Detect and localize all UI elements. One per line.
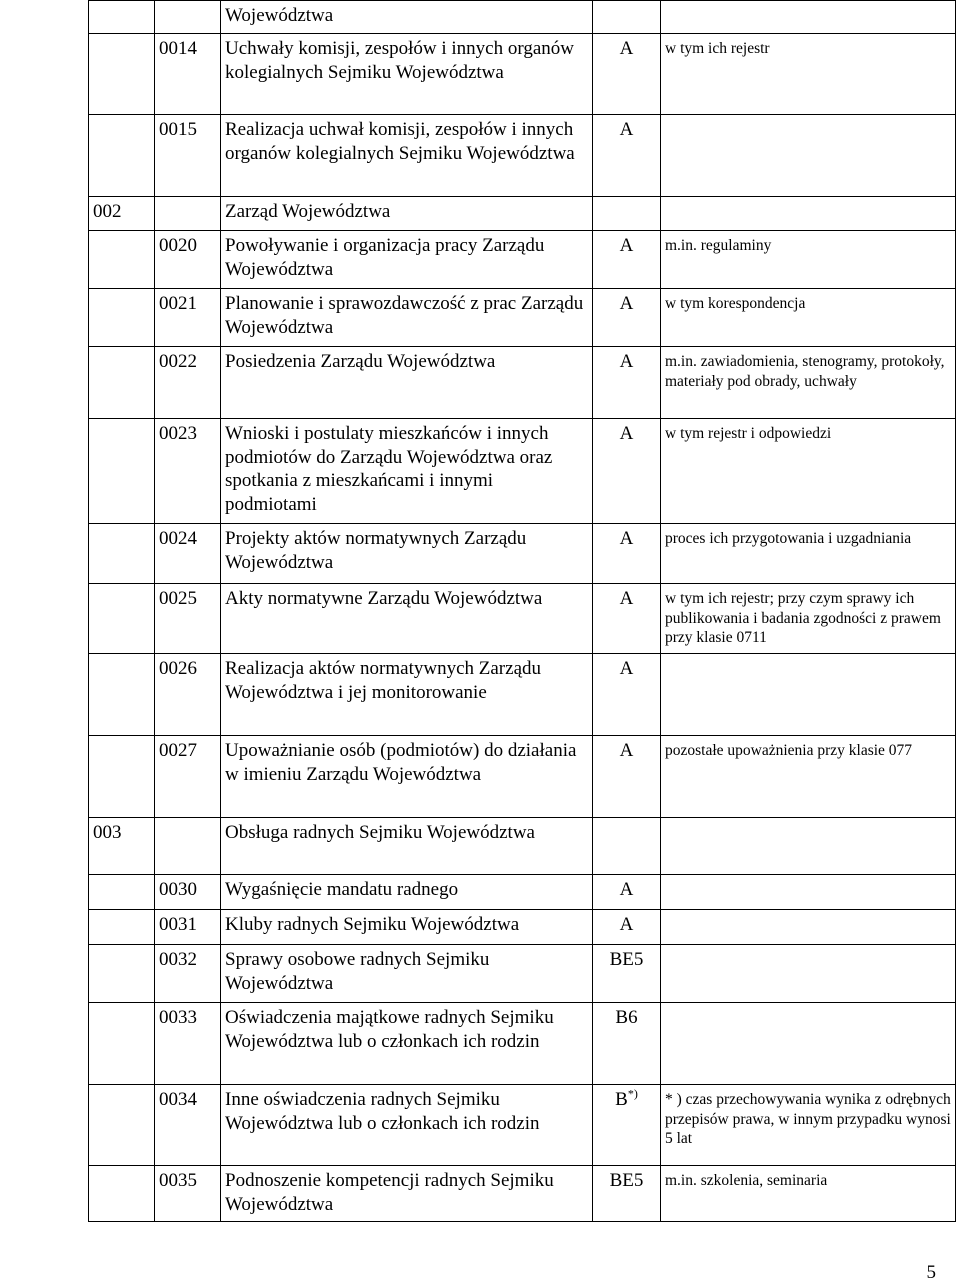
archive-category: BE5 [593,945,661,1003]
table-row [89,347,956,419]
table-row [89,419,956,524]
item-name: Akty normatywne Zarządu Województwa [221,584,593,654]
item-note [661,1003,956,1085]
table-row [89,115,956,197]
item-code: 0032 [155,945,221,1003]
item-name: Kluby radnych Sejmiku Województwa [221,910,593,945]
archive-category: A [593,875,661,910]
item-name: Województwa [221,1,593,34]
archive-category: A [593,654,661,736]
archive-category [593,1,661,34]
table-row [89,1003,956,1085]
item-name: Podnoszenie kompetencji radnych Sejmiku Województwa [221,1166,593,1222]
item-note [661,875,956,910]
group-code [89,584,155,654]
table-row [89,197,956,231]
item-code [155,197,221,231]
item-code: 0035 [155,1166,221,1222]
item-name: Oświadczenia majątkowe radnych Sejmiku Województwa lub o członkach ich rodzin [221,1003,593,1085]
archive-category: A [593,910,661,945]
archive-category-value: B [615,1089,628,1110]
item-name: Uchwały komisji, zespołów i innych organów kolegialnych Sejmiku Województwa [221,34,593,115]
table-row [89,736,956,818]
item-note: w tym ich rejestr [661,34,956,115]
table-row [89,524,956,584]
item-code: 0026 [155,654,221,736]
classification-table [88,0,956,1222]
archive-category: A [593,736,661,818]
group-code [89,1003,155,1085]
item-note [661,1,956,34]
item-name: Planowanie i sprawozdawczość z prac Zarządu Województwa [221,289,593,347]
table-row [89,1085,956,1166]
archive-category: A [593,289,661,347]
table-row [89,231,956,289]
group-code [89,34,155,115]
item-name: Projekty aktów normatywnych Zarządu Województwa [221,524,593,584]
item-name: Wnioski i postulaty mieszkańców i innych podmiotów do Zarządu Województwa oraz spotkania z mieszkańcami i innymi podmiotami [221,419,593,524]
item-note [661,910,956,945]
item-code: 0015 [155,115,221,197]
item-note: m.in. zawiadomienia, stenogramy, protokoły, materiały pod obrady, uchwały [661,347,956,419]
group-code [89,1,155,34]
item-note: w tym korespondencja [661,289,956,347]
item-note [661,115,956,197]
item-code: 0024 [155,524,221,584]
item-name: Upoważnianie osób (podmiotów) do działania w imieniu Zarządu Województwa [221,736,593,818]
page-number: 5 [926,1262,936,1283]
table-row [89,875,956,910]
item-name: Realizacja uchwał komisji, zespołów i innych organów kolegialnych Sejmiku Województwa [221,115,593,197]
item-note [661,945,956,1003]
item-note: w tym rejestr i odpowiedzi [661,419,956,524]
item-code [155,1,221,34]
table-row [89,289,956,347]
archive-category: A [593,231,661,289]
item-note: m.in. szkolenia, seminaria [661,1166,956,1222]
group-code [89,910,155,945]
table-row [89,818,956,875]
group-code [89,231,155,289]
item-code: 0014 [155,34,221,115]
group-code [89,1166,155,1222]
item-code: 0023 [155,419,221,524]
item-code: 0025 [155,584,221,654]
archive-category [593,197,661,231]
item-code: 0027 [155,736,221,818]
item-note [661,654,956,736]
item-name: Wygaśnięcie mandatu radnego [221,875,593,910]
group-code [89,524,155,584]
item-name: Obsługa radnych Sejmiku Województwa [221,818,593,875]
archive-category: A [593,115,661,197]
item-code: 0022 [155,347,221,419]
archive-category: A [593,347,661,419]
item-name: Zarząd Województwa [221,197,593,231]
archive-category: BE5 [593,1166,661,1222]
item-note: pozostałe upoważnienia przy klasie 077 [661,736,956,818]
archive-category [593,818,661,875]
item-name: Inne oświadczenia radnych Sejmiku Województwa lub o członkach ich rodzin [221,1085,593,1166]
group-code [89,736,155,818]
item-note [661,197,956,231]
item-code: 0020 [155,231,221,289]
table-row [89,1,956,34]
item-name: Posiedzenia Zarządu Województwa [221,347,593,419]
item-note: * ) czas przechowywania wynika z odrębnych przepisów prawa, w innym przypadku wynosi 5 lat [661,1085,956,1166]
item-code: 0033 [155,1003,221,1085]
item-name: Realizacja aktów normatywnych Zarządu Województwa i jej monitorowanie [221,654,593,736]
group-code [89,289,155,347]
item-code: 0030 [155,875,221,910]
group-code [89,419,155,524]
group-code [89,1085,155,1166]
item-code [155,818,221,875]
item-name: Sprawy osobowe radnych Sejmiku Województwa [221,945,593,1003]
item-code: 0034 [155,1085,221,1166]
archive-category: A [593,524,661,584]
group-code [89,347,155,419]
item-note [661,818,956,875]
group-code: 002 [89,197,155,231]
table-row [89,945,956,1003]
item-code: 0021 [155,289,221,347]
footnote-marker: *) [627,1086,638,1101]
item-note: m.in. regulaminy [661,231,956,289]
archive-category: A [593,584,661,654]
item-name: Powoływanie i organizacja pracy Zarządu Województwa [221,231,593,289]
table-row [89,910,956,945]
group-code [89,945,155,1003]
archive-category: A [593,34,661,115]
table-row [89,654,956,736]
group-code [89,654,155,736]
archive-category: B6 [593,1003,661,1085]
table-row [89,34,956,115]
table-row [89,1166,956,1222]
item-code: 0031 [155,910,221,945]
item-note: proces ich przygotowania i uzgadniania [661,524,956,584]
group-code [89,115,155,197]
group-code [89,875,155,910]
group-code: 003 [89,818,155,875]
archive-category: A [593,419,661,524]
table-row [89,584,956,654]
item-note: w tym ich rejestr; przy czym sprawy ich publikowania i badania zgodności z prawem przy klasie 0711 [661,584,956,654]
archive-category [593,1085,661,1166]
